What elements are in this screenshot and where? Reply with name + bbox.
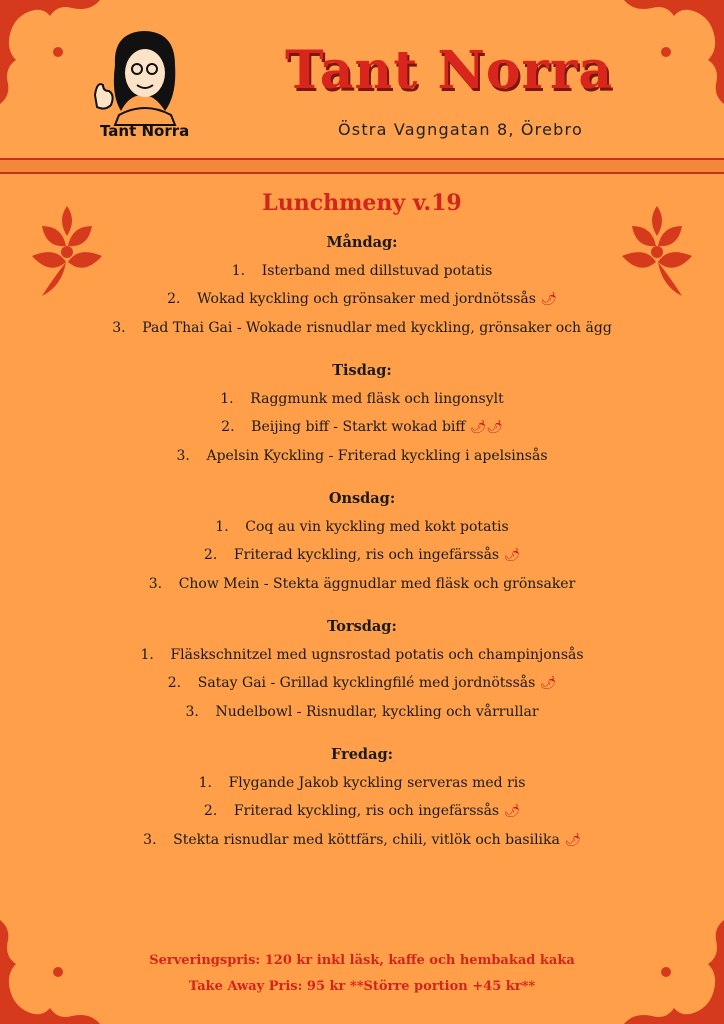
item-text: Fläskschnitzel med ugnsrostad potatis och champinjonsås — [170, 647, 584, 663]
item-number: 2. — [167, 675, 182, 691]
item-text: Nudelbowl - Risnudlar, kyckling och vårrullar — [215, 704, 539, 720]
menu-item — [0, 385, 724, 413]
item-number: 2. — [221, 419, 235, 435]
item-text: Wokad kyckling och grönsaker med jordnötssås — [197, 291, 536, 307]
menu-item — [0, 698, 724, 726]
menu-item — [0, 314, 724, 342]
takeaway-price: Take Away Pris: 95 kr **Större portion +45 kr** — [188, 979, 536, 994]
item-text: Flygande Jakob kyckling serveras med ris — [228, 775, 526, 791]
item-number: 3. — [185, 704, 199, 720]
restaurant-title: Tant Norra — [285, 40, 614, 101]
menu-item — [0, 826, 724, 855]
item-number: 3. — [143, 832, 157, 848]
menu-day — [0, 234, 724, 342]
day-name: Måndag: — [326, 234, 398, 251]
menu-day — [0, 746, 724, 855]
chili-icon: 🌶 — [539, 676, 557, 691]
chili-icon: 🌶 — [503, 804, 521, 819]
decorative-border — [0, 158, 724, 174]
item-number: 3. — [176, 448, 190, 464]
menu-item — [0, 641, 724, 669]
menu-item — [0, 442, 724, 470]
day-name: Fredag: — [331, 746, 393, 763]
item-number: 2. — [167, 291, 181, 307]
menu-day — [0, 618, 724, 726]
restaurant-address: Östra Vagngatan 8, Örebro — [338, 120, 583, 139]
item-number: 3. — [112, 320, 126, 336]
serving-price: Serveringspris: 120 kr inkl läsk, kaffe och hembakad kaka — [149, 953, 575, 968]
item-text: Chow Mein - Stekta äggnudlar med fläsk och grönsaker — [178, 576, 576, 592]
lunch-menu — [0, 190, 724, 875]
chili-icon: 🌶 — [564, 833, 581, 848]
menu-item — [0, 413, 724, 442]
menu-day — [0, 362, 724, 470]
item-text: Raggmunk med fläsk och lingonsylt — [250, 391, 504, 407]
item-number: 1. — [231, 263, 246, 279]
item-number: 1. — [198, 775, 212, 791]
chili-icon: 🌶 — [540, 292, 557, 307]
menu-item — [0, 541, 724, 570]
item-number: 1. — [215, 519, 229, 535]
item-number: 2. — [203, 803, 218, 819]
item-text: Satay Gai - Grillad kycklingfilé med jordnötssås — [197, 675, 536, 691]
item-text: Friterad kyckling, ris och ingefärssås — [233, 547, 500, 563]
menu-item — [0, 797, 724, 826]
logo-text: Tant Norra — [100, 122, 190, 140]
price-footer — [0, 948, 724, 1000]
day-name: Torsdag: — [327, 618, 397, 635]
chili-icon: 🌶 — [503, 548, 521, 563]
item-number: 1. — [220, 391, 234, 407]
menu-item — [0, 513, 724, 541]
menu-item — [0, 669, 724, 698]
item-number: 2. — [203, 547, 218, 563]
menu-day — [0, 490, 724, 598]
day-name: Onsdag: — [328, 490, 396, 507]
item-number: 1. — [140, 647, 154, 663]
item-text: Pad Thai Gai - Wokade risnudlar med kyckling, grönsaker och ägg — [142, 320, 612, 336]
item-text: Stekta risnudlar med köttfärs, chili, vitlök och basilika — [173, 832, 560, 848]
item-number: 3. — [148, 576, 163, 592]
day-name: Tisdag: — [332, 362, 392, 379]
menu-item — [0, 285, 724, 314]
item-text: Apelsin Kyckling - Friterad kyckling i apelsinsås — [206, 448, 548, 464]
menu-item — [0, 257, 724, 285]
menu-item — [0, 570, 724, 598]
chili-icon: 🌶🌶 — [469, 420, 503, 435]
item-text: Friterad kyckling, ris och ingefärssås — [233, 803, 500, 819]
item-text: Beijing biff - Starkt wokad biff — [251, 419, 466, 435]
menu-title: Lunchmeny v.19 — [262, 190, 462, 216]
item-text: Coq au vin kyckling med kokt potatis — [245, 519, 509, 535]
item-text: Isterband med dillstuvad potatis — [261, 263, 493, 279]
menu-item — [0, 769, 724, 797]
